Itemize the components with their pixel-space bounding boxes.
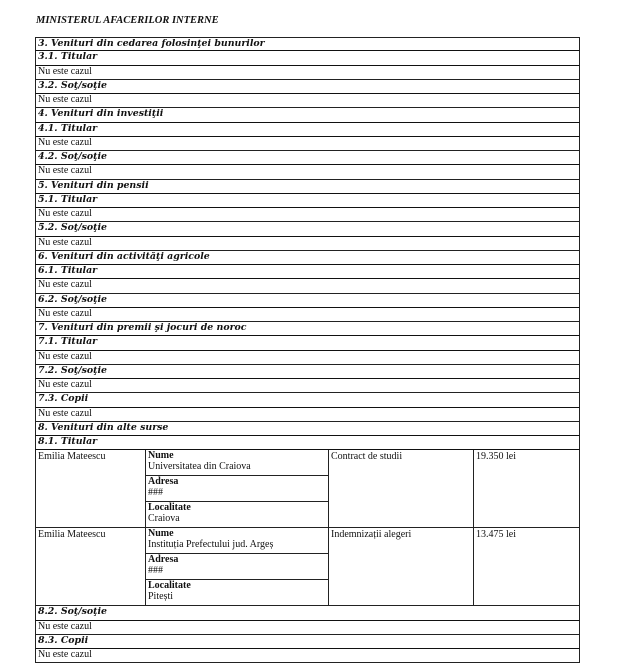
payer-locality [146, 580, 329, 605]
section-heading: 8. Venituri din alte surse [35, 422, 580, 436]
section-heading: 6. Venituri din activităţi agricole [35, 251, 580, 265]
section-heading: 3.2. Soţ/soţie [35, 80, 580, 94]
payer-locality [146, 502, 329, 527]
section-heading: 4.1. Titular [35, 123, 580, 137]
section-heading: 6.1. Titular [35, 265, 580, 279]
section-heading: 8.1. Titular [35, 436, 580, 450]
section-value: Nu este cazul [35, 379, 580, 393]
payer-address-value: ### [148, 487, 163, 499]
section-heading: 6.2. Soţ/soţie [35, 294, 580, 308]
service-cell: Contract de studii [329, 450, 474, 527]
beneficiary-cell: Emilia Mateescu [36, 528, 146, 605]
section-heading: 8.2. Soţ/soţie [35, 606, 580, 620]
payer-name [146, 528, 329, 554]
payer-address-label: Adresa [148, 554, 179, 566]
section-rows-before [35, 37, 580, 450]
section-heading: 5.2. Soţ/soţie [35, 222, 580, 236]
section-value: Nu este cazul [35, 649, 580, 663]
section-heading: 5.1. Titular [35, 194, 580, 208]
amount-cell: 13.475 lei [476, 529, 516, 541]
section-heading: 7.2. Soţ/soţie [35, 365, 580, 379]
beneficiary-cell: Emilia Mateescu [36, 450, 146, 527]
payer-cell [146, 528, 329, 605]
payer-address [146, 476, 329, 502]
payer-address [146, 554, 329, 580]
payer-cell [146, 450, 329, 527]
section-value: Nu este cazul [35, 279, 580, 293]
section-heading: 7.3. Copii [35, 393, 580, 407]
section-heading: 8.3. Copii [35, 635, 580, 649]
section-value: Nu este cazul [35, 208, 580, 222]
payer-address-label: Adresa [148, 476, 179, 488]
payer-name-value: Instituția Prefectului jud. Argeș [148, 539, 274, 551]
payer-locality-value: Pitești [148, 591, 174, 603]
payer-locality-label: Localitate [148, 502, 191, 514]
payer-name-value: Universitatea din Craiova [148, 461, 251, 473]
section-value: Nu este cazul [35, 351, 580, 365]
section-rows-after [35, 606, 580, 663]
section-heading: 3.1. Titular [35, 51, 580, 65]
income-entry-row [35, 528, 580, 606]
payer-address-value: ### [148, 565, 163, 577]
income-declaration-table [35, 37, 580, 663]
income-entry-row [35, 450, 580, 528]
section-heading: 7. Venituri din premii şi jocuri de noroc [35, 322, 580, 336]
section-value: Nu este cazul [35, 137, 580, 151]
service-cell: Indemnizații alegeri [329, 528, 474, 605]
amount-cell: 19.350 lei [476, 451, 516, 463]
section-value: Nu este cazul [35, 308, 580, 322]
section-heading: 4. Venituri din investiţii [35, 108, 580, 122]
payer-locality-value: Craiova [148, 513, 180, 525]
section-value: Nu este cazul [35, 408, 580, 422]
income-entries [35, 450, 580, 606]
ministry-title: MINISTERUL AFACERILOR INTERNE [36, 15, 219, 26]
section-value: Nu este cazul [35, 165, 580, 179]
section-value: Nu este cazul [35, 237, 580, 251]
section-value: Nu este cazul [35, 66, 580, 80]
payer-name [146, 450, 329, 476]
section-value: Nu este cazul [35, 94, 580, 108]
payer-name-label: Nume [148, 450, 174, 462]
section-heading: 7.1. Titular [35, 336, 580, 350]
section-value: Nu este cazul [35, 621, 580, 635]
payer-locality-label: Localitate [148, 580, 191, 592]
payer-name-label: Nume [148, 528, 174, 540]
section-heading: 5. Venituri din pensii [35, 180, 580, 194]
section-heading: 3. Venituri din cedarea folosinţei bunurilor [35, 37, 580, 51]
section-heading: 4.2. Soţ/soţie [35, 151, 580, 165]
